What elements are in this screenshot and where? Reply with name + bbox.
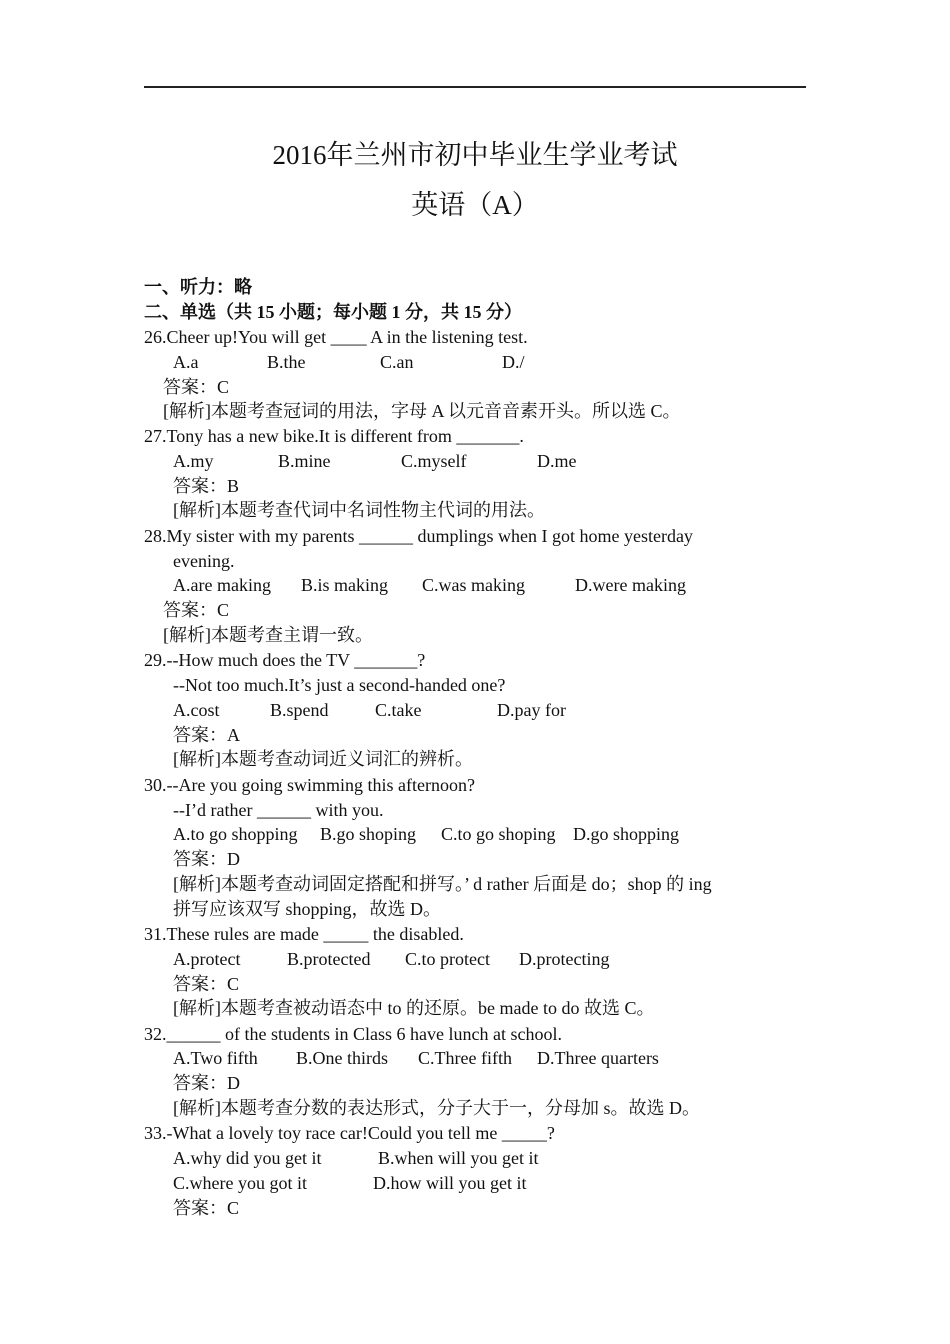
option-c: C.to protect	[405, 949, 490, 969]
option-a: A.a	[173, 352, 199, 372]
option-a: A.protect	[173, 949, 241, 969]
question-stem: 28.My sister with my parents ______ dumplings when I got home yesterday	[144, 526, 693, 546]
option-d: D.protecting	[519, 949, 610, 969]
option-b: B.One thirds	[296, 1048, 388, 1068]
option-c: C.an	[380, 352, 414, 372]
option-d: D.were making	[575, 575, 686, 595]
question-stem: 27.Tony has a new bike.It is different from _______.	[144, 426, 524, 446]
option-c: C.where you got it	[173, 1173, 307, 1193]
answer: 答案：C	[163, 377, 230, 397]
analysis: [解析]本题考查被动语态中 to 的还原。be made to do 故选 C。	[173, 998, 655, 1018]
answer: 答案：A	[173, 725, 240, 745]
question-stem: 30.--Are you going swimming this afternoon?	[144, 775, 475, 795]
analysis: [解析]本题考查冠词的用法，字母 A 以元音音素开头。所以选 C。	[163, 401, 681, 421]
question-stem-continued: --Not too much.It’s just a second-handed one?	[173, 675, 506, 695]
option-b: B.when will you get it	[378, 1148, 539, 1168]
option-d: D.how will you get it	[373, 1173, 527, 1193]
question-stem-continued: --I’d rather ______ with you.	[173, 800, 384, 820]
option-b: B.go shoping	[320, 824, 417, 844]
option-a: A.why did you get it	[173, 1148, 322, 1168]
option-a: A.cost	[173, 700, 220, 720]
option-c: C.myself	[401, 451, 467, 471]
answer: 答案：D	[173, 1073, 240, 1093]
analysis: [解析]本题考查动词近义词汇的辨析。	[173, 749, 473, 769]
exam-title: 2016年兰州市初中毕业生学业考试	[272, 140, 678, 170]
analysis: [解析]本题考查主谓一致。	[163, 625, 373, 645]
option-a: A.Two fifth	[173, 1048, 258, 1068]
answer: 答案：C	[173, 1198, 240, 1218]
answer: 答案：B	[173, 476, 240, 496]
option-d: D.pay for	[497, 700, 566, 720]
answer: 答案：C	[163, 600, 230, 620]
header-rule	[144, 86, 806, 88]
option-a: A.are making	[173, 575, 271, 595]
option-b: B.the	[267, 352, 306, 372]
question-stem-continued: evening.	[173, 551, 235, 571]
option-c: C.Three fifth	[418, 1048, 512, 1068]
option-d: D./	[502, 352, 525, 372]
option-c: C.to go shoping	[441, 824, 556, 844]
analysis-continued: 拼写应该双写 shopping，故选 D。	[173, 899, 442, 919]
answer: 答案：C	[173, 974, 240, 994]
question-stem: 26.Cheer up!You will get ____ A in the listening test.	[144, 327, 528, 347]
section-single-choice: 二、单选（共 15 小题；每小题 1 分，共 15 分）	[144, 302, 522, 322]
option-d: D.go shopping	[573, 824, 680, 844]
exam-subtitle: 英语（A）	[411, 190, 539, 220]
analysis: [解析]本题考查代词中名词性物主代词的用法。	[173, 500, 545, 520]
analysis: [解析]本题考查分数的表达形式，分子大于一，分母加 s。故选 D。	[173, 1098, 700, 1118]
option-c: C.take	[375, 700, 422, 720]
option-b: B.spend	[270, 700, 329, 720]
option-a: A.to go shopping	[173, 824, 298, 844]
option-a: A.my	[173, 451, 214, 471]
question-stem: 33.-What a lovely toy race car!Could you tell me _____?	[144, 1123, 555, 1143]
question-stem: 32.______ of the students in Class 6 have lunch at school.	[144, 1024, 562, 1044]
option-b: B.mine	[278, 451, 331, 471]
question-stem: 31.These rules are made _____ the disabled.	[144, 924, 464, 944]
question-stem: 29.--How much does the TV _______?	[144, 650, 426, 670]
section-listening: 一、听力：略	[144, 277, 252, 297]
analysis: [解析]本题考查动词固定搭配和拼写。’ d rather 后面是 do；shop 的 ing	[173, 874, 712, 894]
option-b: B.is making	[301, 575, 389, 595]
option-d: D.Three quarters	[537, 1048, 659, 1068]
option-c: C.was making	[422, 575, 525, 595]
answer: 答案：D	[173, 849, 240, 869]
option-d: D.me	[537, 451, 577, 471]
option-b: B.protected	[287, 949, 371, 969]
